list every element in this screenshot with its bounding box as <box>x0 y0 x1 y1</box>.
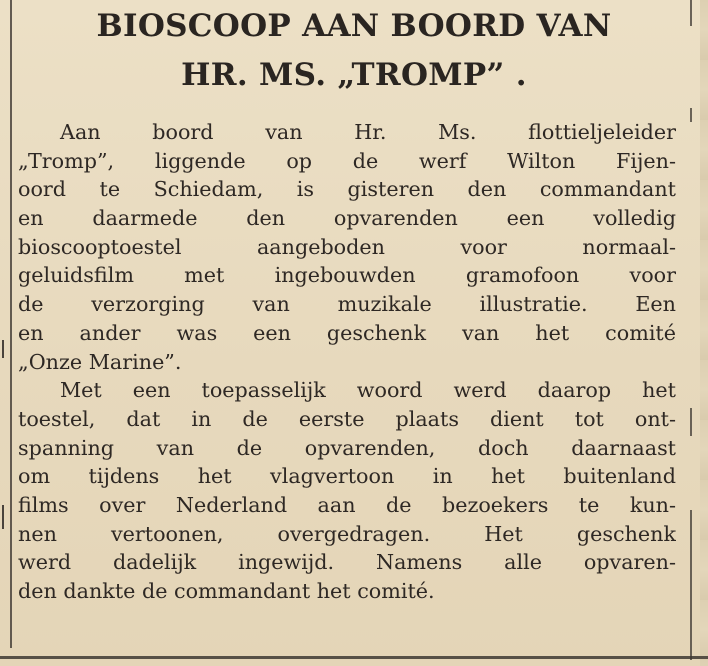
text-line: „Onze Marine”. <box>18 349 182 374</box>
text-line: „Tromp”, liggende op de werf Wilton Fijen- <box>18 148 676 173</box>
column-rule-right <box>690 0 692 26</box>
text-line: bioscooptoestel aangeboden voor normaal- <box>18 234 676 259</box>
headline-line-2: HR. MS. „TROMP” . <box>181 57 527 93</box>
text-line: spanning van de opvarenden, doch daarnaast <box>18 435 676 460</box>
headline-line-1: BIOSCOOP AAN BOORD VAN <box>96 8 612 44</box>
text-line: Aan boord van Hr. Ms. flottieljeleider <box>60 120 676 144</box>
text-line: Met een toepasselijk woord werd daarop het <box>60 378 676 403</box>
text-line: werd dadelijk ingewijd. Namens alle opvaren- <box>18 550 676 575</box>
column-rule-left <box>10 0 12 648</box>
text-line: om tijdens het vlagvertoon in het buitenland <box>18 464 676 489</box>
margin-mark <box>2 505 4 529</box>
text-line: oord te Schiedam, is gisteren den commandant <box>18 177 676 202</box>
paper-edge <box>700 0 708 666</box>
text-line: en daarmede den opvarenden een volledig <box>18 206 676 231</box>
text-line: en ander was een geschenk van het comité <box>18 320 676 345</box>
text-line: films over Nederland aan de bezoekers te kun- <box>18 492 676 517</box>
margin-mark <box>2 340 4 358</box>
text-line: den dankte de commandant het comité. <box>18 579 435 603</box>
column-rule-right <box>690 408 692 436</box>
article-paragraph-1 <box>18 118 676 376</box>
column-rule-right <box>690 510 692 660</box>
text-line: toestel, dat in de eerste plaats dient tot ont- <box>18 406 676 431</box>
column-rule-bottom <box>0 656 708 659</box>
text-line: de verzorging van muzikale illustratie. Een <box>18 292 676 317</box>
article-paragraph-2 <box>18 376 676 606</box>
column-rule-right <box>690 108 692 122</box>
article-body <box>18 118 676 606</box>
text-line: nen vertoonen, overgedragen. Het geschenk <box>18 521 676 546</box>
text-line: geluidsfilm met ingebouwden gramofoon voor <box>18 263 676 288</box>
